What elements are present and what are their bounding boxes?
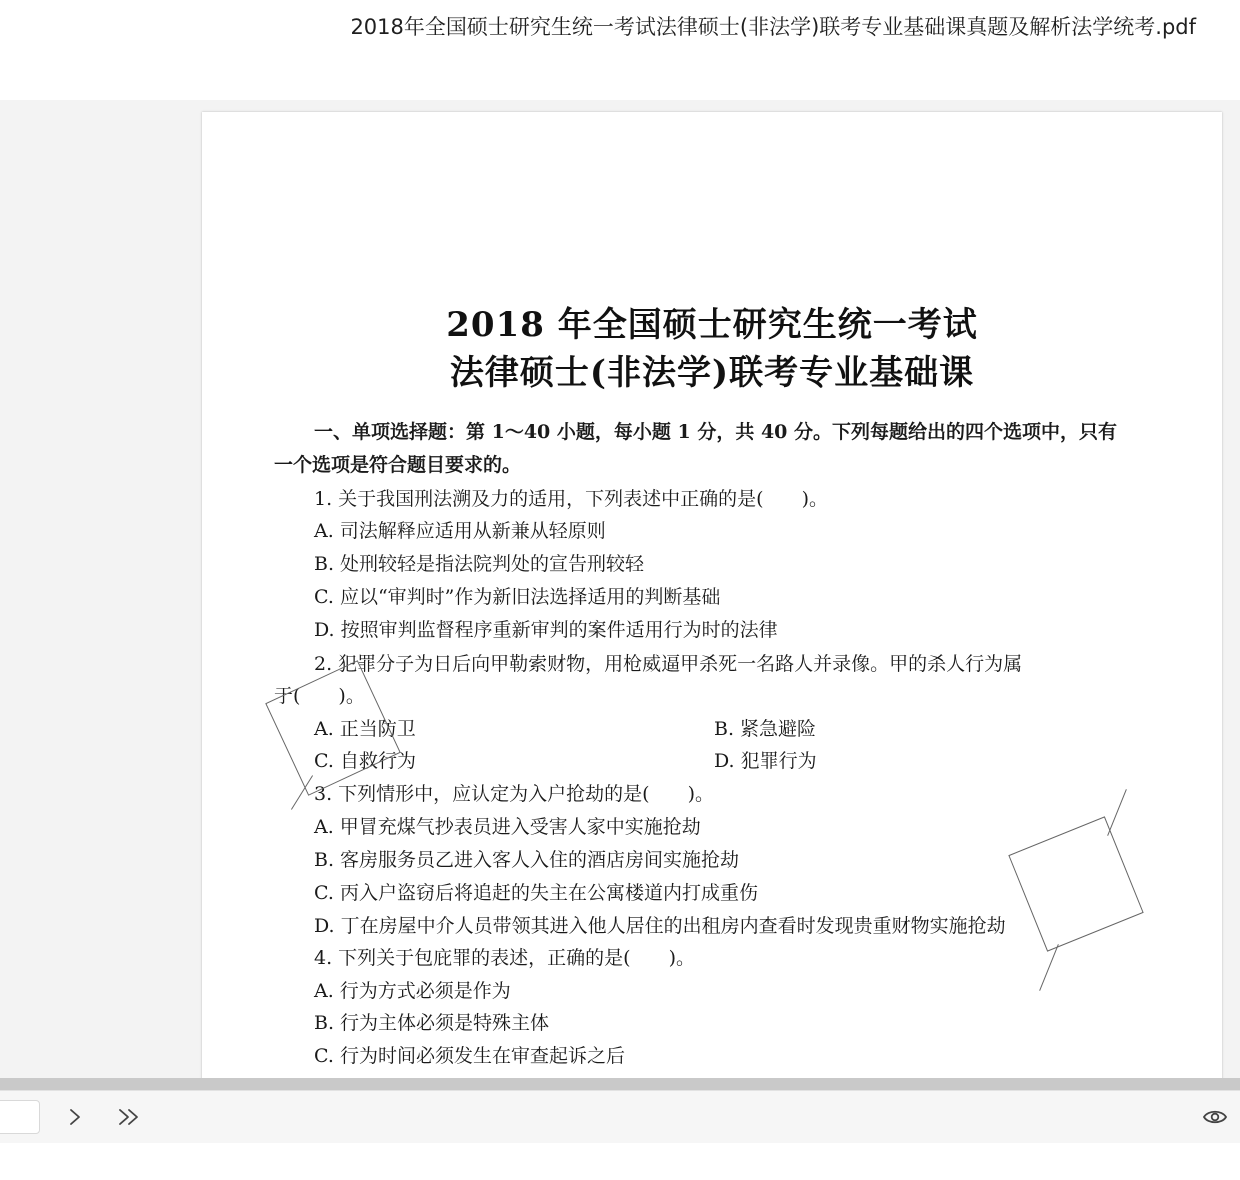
view-mode-button[interactable]	[1198, 1100, 1232, 1134]
eye-icon	[1202, 1108, 1228, 1126]
question-2-continued: 于( )。	[274, 685, 365, 707]
chevron-right-icon	[67, 1107, 83, 1127]
question-1: 1. 关于我国刑法溯及力的适用，下列表述中正确的是( )。	[314, 488, 828, 510]
question-2: 2. 犯罪分子为日后向甲勒索财物，用枪威逼甲杀死一名路人并录像。甲的杀人行为属	[314, 653, 1023, 675]
file-title: 2018年全国硕士研究生统一考试法律硕士(非法学)联考专业基础课真题及解析法学统考.pdf	[350, 15, 1196, 39]
scan-stamp-mark-left	[265, 660, 401, 796]
q1-option-b: B. 处刑较轻是指法院判处的宣告刑较轻	[314, 553, 645, 575]
q3-option-b: B. 客房服务员乙进入客人入住的酒店房间实施抢劫	[314, 849, 740, 871]
document-title-line-2: 法律硕士(非法学)联考专业基础课	[449, 353, 975, 393]
double-chevron-right-icon	[116, 1107, 142, 1127]
q1-option-a: A. 司法解释应适用从新兼从轻原则	[314, 520, 606, 542]
document-title-line-1: 2018 年全国硕士研究生统一考试	[446, 305, 978, 345]
q3-option-c: C. 丙入户盗窃后将追赶的失主在公寓楼道内打成重伤	[314, 882, 758, 904]
q4-option-c: C. 行为时间必须发生在审查起诉之后	[314, 1045, 625, 1067]
scan-stamp-line-right-top	[1107, 789, 1127, 836]
q2-option-d: D. 犯罪行为	[714, 750, 817, 772]
q2-option-c: C. 自救行为	[314, 750, 416, 772]
pdf-page	[202, 112, 1222, 1078]
q3-option-a: A. 甲冒充煤气抄表员进入受害人家中实施抢劫	[314, 816, 701, 838]
scan-stamp-mark-right	[1008, 816, 1143, 951]
page-number-input[interactable]	[0, 1100, 40, 1134]
document-viewport[interactable]	[0, 100, 1240, 1078]
section-instruction-line-2: 一个选项是符合题目要求的。	[274, 454, 522, 476]
q2-option-b: B. 紧急避险	[714, 718, 817, 740]
q1-option-c: C. 应以“审判时”作为新旧法选择适用的判断基础	[314, 586, 721, 608]
page-navigation-bar	[0, 1090, 1240, 1143]
question-3: 3. 下列情形中，应认定为入户抢劫的是( )。	[314, 783, 714, 805]
horizontal-scrollbar[interactable]	[0, 1078, 1240, 1090]
q1-option-d: D. 按照审判监督程序重新审判的案件适用行为时的法律	[314, 619, 778, 641]
next-page-button[interactable]	[58, 1100, 92, 1134]
q4-option-b: B. 行为主体必须是特殊主体	[314, 1012, 550, 1034]
q2-option-a: A. 正当防卫	[314, 718, 416, 740]
scan-stamp-line-right-bottom	[1039, 944, 1059, 991]
q4-option-a: A. 行为方式必须是作为	[314, 980, 511, 1002]
title-bar	[0, 0, 1240, 100]
last-page-button[interactable]	[112, 1100, 146, 1134]
q3-option-d: D. 丁在房屋中介人员带领其进入他人居住的出租房内查看时发现贵重财物实施抢劫	[314, 915, 1006, 937]
section-instruction-line-1: 一、单项选择题：第 1～40 小题，每小题 1 分，共 40 分。下列每题给出的四个选项中，只有	[314, 421, 1118, 443]
question-4: 4. 下列关于包庇罪的表述，正确的是( )。	[314, 947, 695, 969]
